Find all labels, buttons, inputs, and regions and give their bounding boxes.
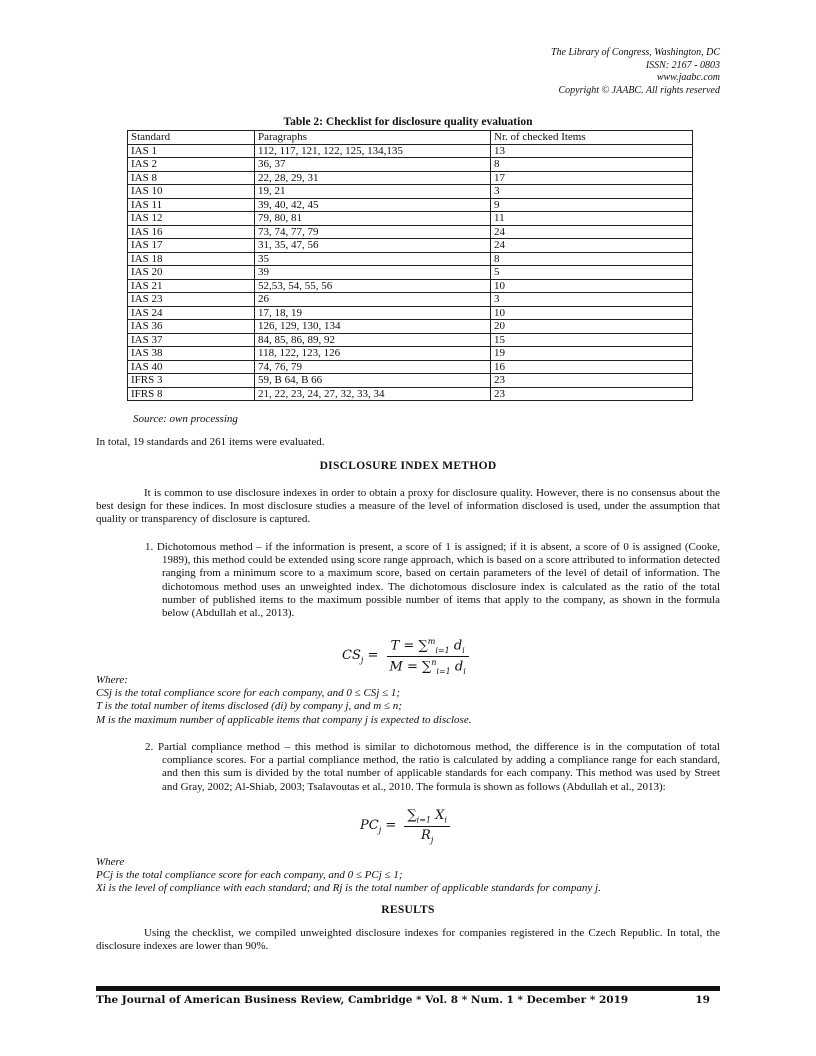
table-cell: 19: [491, 347, 693, 361]
formula-denominator: $R_j$: [421, 827, 434, 845]
table-row: [128, 252, 693, 266]
intro-paragraph: It is common to use disclosure indexes in order to obtain a proxy for disclosure quality. However, there is no consensus about the best design for these indices. In most disclosure studies a measure of the level of information disclosed is used, under the assumption that quality or transparency of disclosure is captured.: [96, 487, 720, 526]
where-block-1: [96, 674, 720, 727]
footer-rule: [96, 986, 720, 991]
table-cell: 35: [255, 252, 491, 266]
table-cell: 3: [491, 185, 693, 199]
header-line-4: Copyright © JAABC. All rights reserved: [558, 84, 720, 96]
table-row: [128, 158, 693, 172]
table-cell: IAS 20: [128, 266, 255, 280]
table-source: Source: own processing: [133, 413, 238, 425]
table-cell: 26: [255, 293, 491, 307]
table-cell: 10: [491, 279, 693, 293]
table-cell: 31, 35, 47, 56: [255, 239, 491, 253]
table-cell: IAS 24: [128, 306, 255, 320]
table-cell: IAS 10: [128, 185, 255, 199]
table-row: [128, 279, 693, 293]
where-label: Where:: [96, 674, 128, 686]
table-row: [128, 387, 693, 401]
where-label: Where: [96, 856, 125, 868]
footer-journal-info: The Journal of American Business Review, Cambridge * Vol. 8 * Num. 1 * December * 2019: [96, 994, 629, 1006]
table-row: [128, 198, 693, 212]
formula-pc: [360, 808, 450, 844]
table-cell: IAS 2: [128, 158, 255, 172]
table-cell: 52,53, 54, 55, 56: [255, 279, 491, 293]
table-row: [128, 333, 693, 347]
section-heading-results: RESULTS: [381, 904, 435, 916]
table-row: [128, 320, 693, 334]
where-definition: PCj is the total compliance score for each company, and 0 ≤ PCj ≤ 1;: [96, 869, 403, 882]
table-cell: 79, 80, 81: [255, 212, 491, 226]
journal-footer: [96, 994, 720, 1006]
table-cell: 23: [491, 387, 693, 401]
table-cell: IAS 21: [128, 279, 255, 293]
table-cell: 39: [255, 266, 491, 280]
list-item-dichotomous: 1. Dichotomous method – if the information is present, a score of 1 is assigned; if it is absent, a score of 0 is assigned (Cooke, 1989), this method could be extended using score range approach, which is based on a score attributed to information detected ranging from a minimum score to a maximum score, based on certain parameters of the level of detail of information. The dichotomous method uses an unweighted index. The dichotomous disclosure index is calculated as the ratio of the total number of published items to the maximum possible number of items that apply to the company, as shown in the formula below (Abdullah et al., 2013).: [145, 541, 720, 620]
table-cell: IAS 17: [128, 239, 255, 253]
table-cell: IAS 40: [128, 360, 255, 374]
formula-numerator: T = ∑$^m_{i=1}$ $d_i$: [387, 637, 469, 657]
header-line-2: ISSN: 2167 - 0803: [645, 59, 720, 71]
table-cell: 84, 85, 86, 89, 92: [255, 333, 491, 347]
summary-text: In total, 19 standards and 261 items were evaluated.: [96, 436, 325, 448]
table-cell: IAS 12: [128, 212, 255, 226]
where-definition: M is the maximum number of applicable items that company j is expected to disclose.: [96, 713, 472, 726]
table-cell: IFRS 8: [128, 387, 255, 401]
table-cell: 24: [491, 239, 693, 253]
table-cell: 11: [491, 212, 693, 226]
table-cell: IAS 16: [128, 225, 255, 239]
formula-numerator: $\sum_{i=1}$ $X_i$: [404, 808, 450, 827]
table-cell: IAS 23: [128, 293, 255, 307]
table-row: [128, 347, 693, 361]
table-cell: 20: [491, 320, 693, 334]
table-cell: 16: [491, 360, 693, 374]
table-cell: 24: [491, 225, 693, 239]
formula-fraction: [387, 637, 469, 676]
formula-denominator: M = ∑$^n_{i=1}$ $d_i$: [389, 657, 466, 676]
table-cell: 126, 129, 130, 134: [255, 320, 491, 334]
table-header-row: [128, 131, 693, 145]
table-row: [128, 225, 693, 239]
table-row: [128, 171, 693, 185]
table-cell: 3: [491, 293, 693, 307]
where-block-2: [96, 856, 720, 896]
table-cell: IAS 37: [128, 333, 255, 347]
table-cell: 19, 21: [255, 185, 491, 199]
table-cell: IFRS 3: [128, 374, 255, 388]
table-cell: 10: [491, 306, 693, 320]
formula-fraction: [404, 808, 450, 844]
table-cell: 8: [491, 252, 693, 266]
table-row: [128, 293, 693, 307]
journal-header: [551, 47, 720, 97]
table-cell: 17: [491, 171, 693, 185]
formula-cs: [342, 637, 469, 676]
where-definition: T is the total number of items disclosed (di) by company j, and m ≤ n;: [96, 700, 402, 713]
table-cell: 21, 22, 23, 24, 27, 32, 33, 34: [255, 387, 491, 401]
table-cell: IAS 38: [128, 347, 255, 361]
table-row: [128, 266, 693, 280]
table-row: [128, 306, 693, 320]
table-cell: IAS 36: [128, 320, 255, 334]
section-heading-disclosure-index: DISCLOSURE INDEX METHOD: [319, 460, 497, 472]
table-cell: 13: [491, 144, 693, 158]
where-definition: Xi is the level of compliance with each standard; and Rj is the total number of applicable standards for company j.: [96, 882, 601, 895]
list-item-partial-compliance: 2. Partial compliance method – this method is similar to dichotomous method, the difference is in the computation of total compliance scores. For a partial compliance method, the ratio is calculated by adding a compliance range for each standard, and then this sum is divided by the total number of applicable standards for each company. This method was used by Street and Gray, 2002; Al-Shiab, 2003; Tsalavoutas et al., 2010. The formula is shown as follows (Abdullah et al., 2013):: [145, 741, 720, 793]
table-row: [128, 360, 693, 374]
where-definition: CSj is the total compliance score for each company, and 0 ≤ CSj ≤ 1;: [96, 687, 401, 700]
table-cell: 74, 76, 79: [255, 360, 491, 374]
column-header: Paragraphs: [255, 131, 491, 145]
header-line-1: The Library of Congress, Washington, DC: [550, 47, 720, 58]
table-cell: 8: [491, 158, 693, 172]
table-cell: IAS 11: [128, 198, 255, 212]
table-cell: 73, 74, 77, 79: [255, 225, 491, 239]
table-cell: 17, 18, 19: [255, 306, 491, 320]
table-cell: 5: [491, 266, 693, 280]
table-row: [128, 212, 693, 226]
table-cell: 23: [491, 374, 693, 388]
formula-lhs: $CS_j$ =: [342, 648, 379, 665]
table-cell: 39, 40, 42, 45: [255, 198, 491, 212]
table-body: [128, 144, 693, 401]
table-row: [128, 144, 693, 158]
table-cell: IAS 8: [128, 171, 255, 185]
table-cell: 118, 122, 123, 126: [255, 347, 491, 361]
checklist-table: [127, 130, 693, 401]
formula-lhs: $PC_j$ =: [360, 817, 397, 835]
table-cell: 9: [491, 198, 693, 212]
table-cell: 22, 28, 29, 31: [255, 171, 491, 185]
table-cell: IAS 18: [128, 252, 255, 266]
table-row: [128, 185, 693, 199]
table-cell: 112, 117, 121, 122, 125, 134,135: [255, 144, 491, 158]
table-cell: 15: [491, 333, 693, 347]
table-caption: Table 2: Checklist for disclosure quality evaluation: [283, 116, 533, 128]
table-row: [128, 239, 693, 253]
column-header: Standard: [128, 131, 255, 145]
table-row: [128, 374, 693, 388]
table-cell: 59, B 64, B 66: [255, 374, 491, 388]
table-cell: IAS 1: [128, 144, 255, 158]
header-line-3: www.jaabc.com: [656, 72, 720, 83]
table-cell: 36, 37: [255, 158, 491, 172]
page-number: 19: [695, 994, 710, 1006]
column-header: Nr. of checked Items: [491, 131, 693, 145]
results-paragraph: Using the checklist, we compiled unweighted disclosure indexes for companies registered in the Czech Republic. In total, the disclosure indexes are lower than 90%.: [96, 927, 720, 953]
